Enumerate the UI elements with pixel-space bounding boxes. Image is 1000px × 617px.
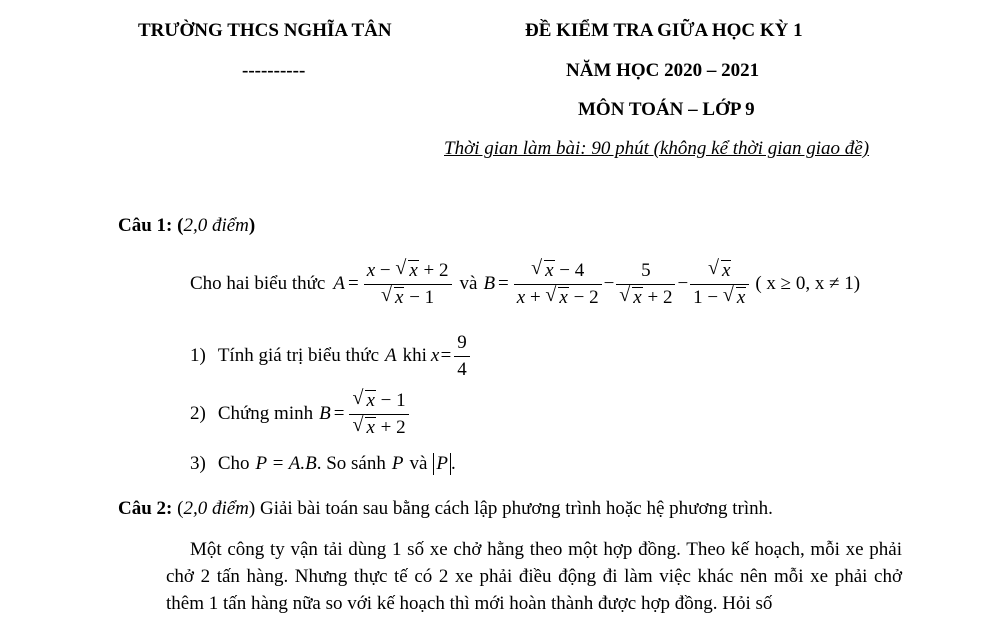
x-denominator: 4 [457,358,467,380]
q2-label: Câu 2: [118,498,173,519]
var-b: B [483,273,496,294]
x-value-fraction [454,331,470,382]
item-text: Cho [217,453,250,474]
header-divider: ---------- [242,60,306,81]
time-note: Thời gian làm bài: 90 phút (không kể thời gian giao đề) [444,138,870,159]
expr-b-term3: √ $\frac{x}{1 - √ x}$ [690,259,749,310]
q1-item-2: 2) Chứng minh B = √ x − 1 √ x + 2 [190,386,411,442]
item-text: Tính giá trị biểu thức [217,345,380,366]
q1-item-1 [190,330,472,382]
item-x-eq: x= [430,345,453,366]
item-text: Chứng minh [217,403,314,424]
item-expr: P = A.B [255,453,317,474]
school-year: NĂM HỌC 2020 – 2021 [566,60,760,81]
item-number: 1) [190,345,206,366]
q2-heading: Câu 2: (2,0 điểm) Giải bài toán sau bằng cách lập phương trình hoặc hệ phương trình. [118,498,773,519]
item-mid: . So sánh [316,453,386,474]
item-number: 2) [190,403,206,424]
q1-paren-open: ( [177,215,184,236]
expr-b-term1: √ $\frac{x - 4}{x + √ x - 2}$ [514,259,602,310]
abs-value-p: P [433,453,451,475]
item-number: 3) [190,453,206,474]
q1-intro: Cho hai biểu thức [190,273,326,294]
expr-a: x − √ x + 2 √ x − 1 [364,259,452,310]
q1-expressions: Cho hai biểu thức A = x − √ x + 2 √ x − 1 và B = √ $\frac{x - 4}{x + √ x - 2}$ − 5 √ x + 2 − √ $\frac{x}{1 - √ x}$ ( x ≥ 0, x ≠ 1) [190,256,860,312]
q1-paren-close: ) [248,215,256,236]
q2-points: 2,0 điểm [183,498,249,519]
expr-b-simplified: √ x − 1 √ x + 2 [349,389,408,440]
var-a: A [333,273,345,294]
subject-title: MÔN TOÁN – LỚP 9 [578,99,755,120]
exam-title: ĐỀ KIỂM TRA GIỮA HỌC KỲ 1 [525,20,803,41]
item-var: P [391,453,404,474]
x-numerator: 9 [454,331,470,357]
item-and: và [409,453,428,474]
q1-heading [118,215,255,237]
q1-item-3 [190,450,456,478]
q2-text: Giải bài toán sau bằng cách lập phương trình hoặc hệ phương trình. [259,498,773,519]
item-var: A [385,345,397,366]
q1-condition: ( x ≥ 0, x ≠ 1) [755,273,861,294]
item-when: khi [402,345,427,366]
school-name: TRƯỜNG THCS NGHĨA TÂN [138,20,392,41]
item-var: B [319,403,331,424]
expr-b-term2: 5 √ x + 2 [616,259,675,310]
q1-points: 2,0 điểm [183,215,249,236]
q1-label: Câu 1: [118,215,173,236]
item-end: . [451,453,456,474]
q2-paragraph: Một công ty vận tải dùng 1 số xe chở hằng theo một hợp đồng. Theo kế hoạch, mỗi xe phải chở 2 tấn hàng. Nhưng thực tế có 2 xe phải điều động đi làm việc khác nên mỗi xe phải chở thêm 1 tấn hàng nữa so với kế hoạch thì mới hoàn thành được hợp đồng. Hỏi số [166,539,902,614]
q1-and: và [459,273,478,294]
